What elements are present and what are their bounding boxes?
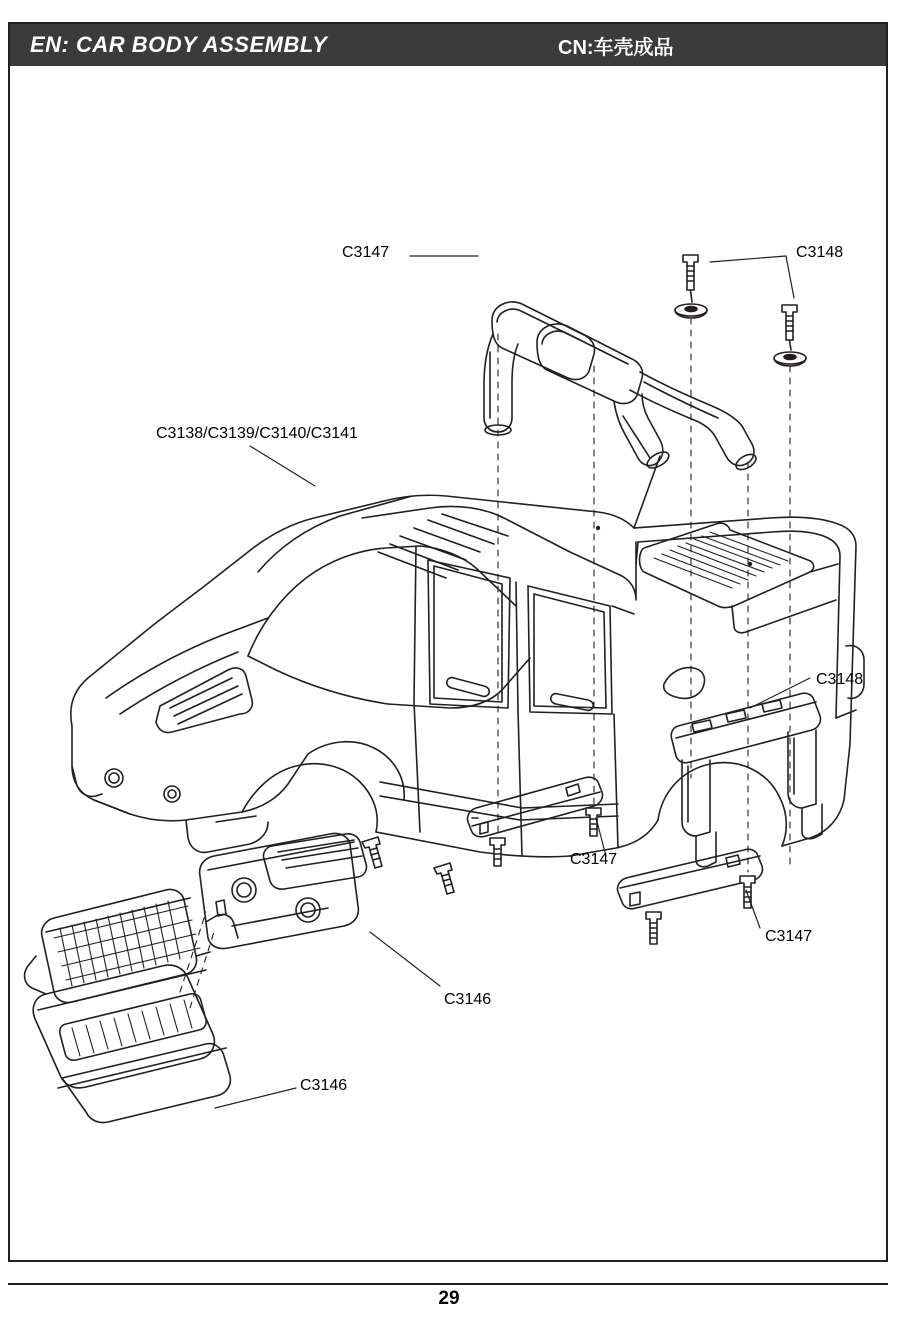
callout-label-front-bumper: C3146: [300, 1077, 348, 1094]
rear-bar-screw-right: [740, 876, 755, 908]
callout-label-rollbar-screws: C3148: [796, 244, 844, 261]
top-screw-right: [774, 305, 806, 366]
callout-label-rear-mount: C3148: [816, 671, 864, 688]
page-number: 29: [438, 1288, 460, 1309]
rear-bumper-screw-lower: [434, 863, 454, 894]
header-title-en: EN: CAR BODY ASSEMBLY: [30, 32, 328, 57]
callout-label-front-post: C3147: [570, 851, 618, 868]
top-screw-left: [675, 255, 707, 318]
front-bracket-screw-right: [586, 808, 601, 836]
front-bracket-screw-left: [490, 838, 505, 866]
rear-bar-screw-left: [646, 912, 661, 944]
footer-divider: [8, 1283, 888, 1285]
callout-label-body-shell: C3138/C3139/C3140/C3141: [156, 425, 358, 442]
header-title-cn: CN:车壳成品: [558, 36, 674, 59]
callout-label-rear-bumper: C3146: [444, 991, 492, 1008]
callout-label-rear-post: C3147: [765, 928, 813, 945]
section-header-bar: [10, 24, 886, 66]
truck-body-shell: [71, 456, 864, 857]
callout-label-rollbar: C3147: [342, 244, 390, 261]
assembly-diagram: [10, 66, 886, 1260]
rear-bumper-bracket: [200, 833, 367, 948]
roll-bar-part: [484, 302, 759, 473]
